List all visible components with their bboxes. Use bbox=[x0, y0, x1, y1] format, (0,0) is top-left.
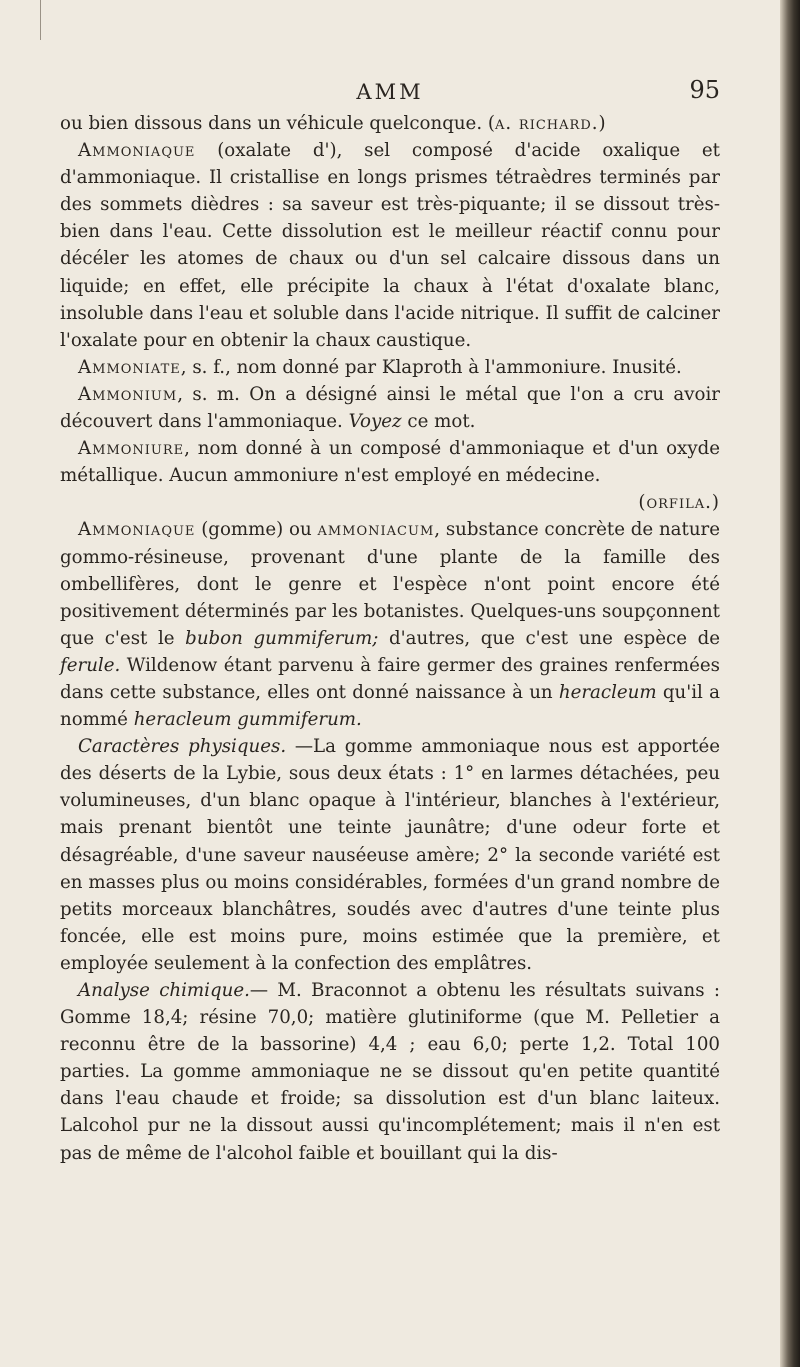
italic-text: heracleum gummiferum. bbox=[133, 709, 362, 731]
running-head: AMM bbox=[356, 80, 424, 104]
paragraph-text: d'autres, que c'est une espèce de bbox=[378, 627, 720, 649]
paragraph-text: , nom donné à un composé d'ammoniaque et d'un oxyde métallique. Aucun ammoniure n'est employé en médecine. bbox=[60, 438, 720, 487]
paragraph-text: , s. f., nom donné par Klaproth à l'ammoniure. Inusité. bbox=[180, 356, 682, 378]
paragraph bbox=[60, 354, 720, 381]
italic-text: Analyse chimique. bbox=[78, 980, 250, 1001]
paragraph bbox=[60, 435, 720, 516]
paragraph bbox=[60, 137, 720, 354]
paragraph-text: (oxalate d'), sel composé d'acide oxalique et d'ammoniaque. Il cristallise en longs prismes tétraèdres terminés par des sommets dièdres : sa saveur est très-piquante; il se dissout très-bien dans l'eau. Cette dissolution est le meilleur réactif connu pour décéler les atomes de chaux ou d'un sel calcaire dissous dans un liquide; en effet, elle précipite la chaux à l'état d'oxalate blanc, insoluble dans l'eau et soluble dans l'acide nitrique. Il suffit de calciner l'oxalate pour en obtenir la chaux caustique. bbox=[60, 140, 720, 351]
italic-text: Caractères physiques. bbox=[78, 736, 287, 758]
book-edge bbox=[780, 0, 800, 1367]
paragraph bbox=[60, 110, 720, 137]
paragraph-text: qu'il a nommé bbox=[60, 681, 720, 731]
paragraph-text: ce mot. bbox=[401, 411, 476, 433]
entry-headword: Ammoniure bbox=[78, 438, 185, 460]
paragraph-text: ou bien dissous dans un véhicule quelconque. ( bbox=[60, 113, 495, 134]
entry-headword: Ammoniaque bbox=[78, 519, 196, 541]
author-signature: (orfila.) bbox=[638, 492, 720, 514]
paragraph bbox=[60, 381, 720, 435]
paragraph bbox=[60, 733, 720, 977]
paragraph-text: , s. m. On a désigné ainsi le métal que l'on a cru avoir découvert dans l'ammoniaque. bbox=[60, 383, 720, 433]
paragraph bbox=[60, 977, 720, 1167]
paragraph bbox=[60, 516, 720, 733]
paragraph-text: —La gomme ammoniaque nous est apportée des déserts de la Lybie, sous deux états : 1° en larmes détachées, peu volumineuses, d'un blanc opaque à l'intérieur, blanches à l'extérieur, mais prenant bientôt une teinte jaunâtre; d'une odeur forte et désagréable, d'une saveur nauséeuse amère; 2° la seconde variété est en masses plus ou moins considérables, formées d'un grand nombre de petits morceaux blanchâtres, soudés avec d'autres d'une teinte plus foncée, elle est moins pure, moins estimée que la première, et employée seulement à la confection des emplâtres. bbox=[60, 736, 720, 974]
paragraph-text: , substance concrète de nature gommo-résineuse, provenant d'une plante de la famille des ombellifères, dont le genre et l'espèce n'ont point encore été positivement déterminés par les botanistes. Quelques-uns soupçonnent que c'est le bbox=[60, 519, 721, 649]
italic-text: ferule. bbox=[60, 654, 121, 676]
page-number: 95 bbox=[689, 76, 720, 104]
entry-headword: Ammonium bbox=[78, 383, 178, 405]
entry-headword: a. richard. bbox=[494, 113, 599, 134]
body-text bbox=[60, 110, 720, 1167]
italic-text: bubon gummiferum; bbox=[185, 627, 379, 649]
italic-text: heracleum bbox=[558, 681, 657, 703]
entry-headword: Ammoniate bbox=[78, 356, 181, 378]
paragraph-text: Wildenow étant parvenu à faire germer des graines renfermées dans cette substance, elles ont donné naissance à un bbox=[60, 654, 720, 703]
entry-headword: Ammoniaque bbox=[78, 140, 196, 162]
italic-text: Voyez bbox=[348, 411, 402, 433]
page-header bbox=[60, 72, 720, 112]
paragraph-text: — M. Braconnot a obtenu les résultats suivans : Gomme 18,4; résine 70,0; matière glutiniforme (que M. Pelletier a reconnu être de la bassorine) 4,4 ; eau 6,0; perte 1,2. Total 100 parties. La gomme ammoniaque ne se dissout qu'en petite quantité dans l'eau chaude et froide; sa dissolution est d'un blanc laiteux. Lalcohol pur ne la dissout aussi qu'incomplétement; mais il n'en est pas de même de l'alcohol faible et bouillant qui la dis- bbox=[60, 980, 721, 1164]
paragraph-text: (gomme) ou bbox=[195, 519, 318, 541]
entry-headword: ammoniacum bbox=[317, 519, 435, 541]
page-frame-line bbox=[40, 0, 41, 40]
paragraph-text: ) bbox=[598, 113, 606, 134]
